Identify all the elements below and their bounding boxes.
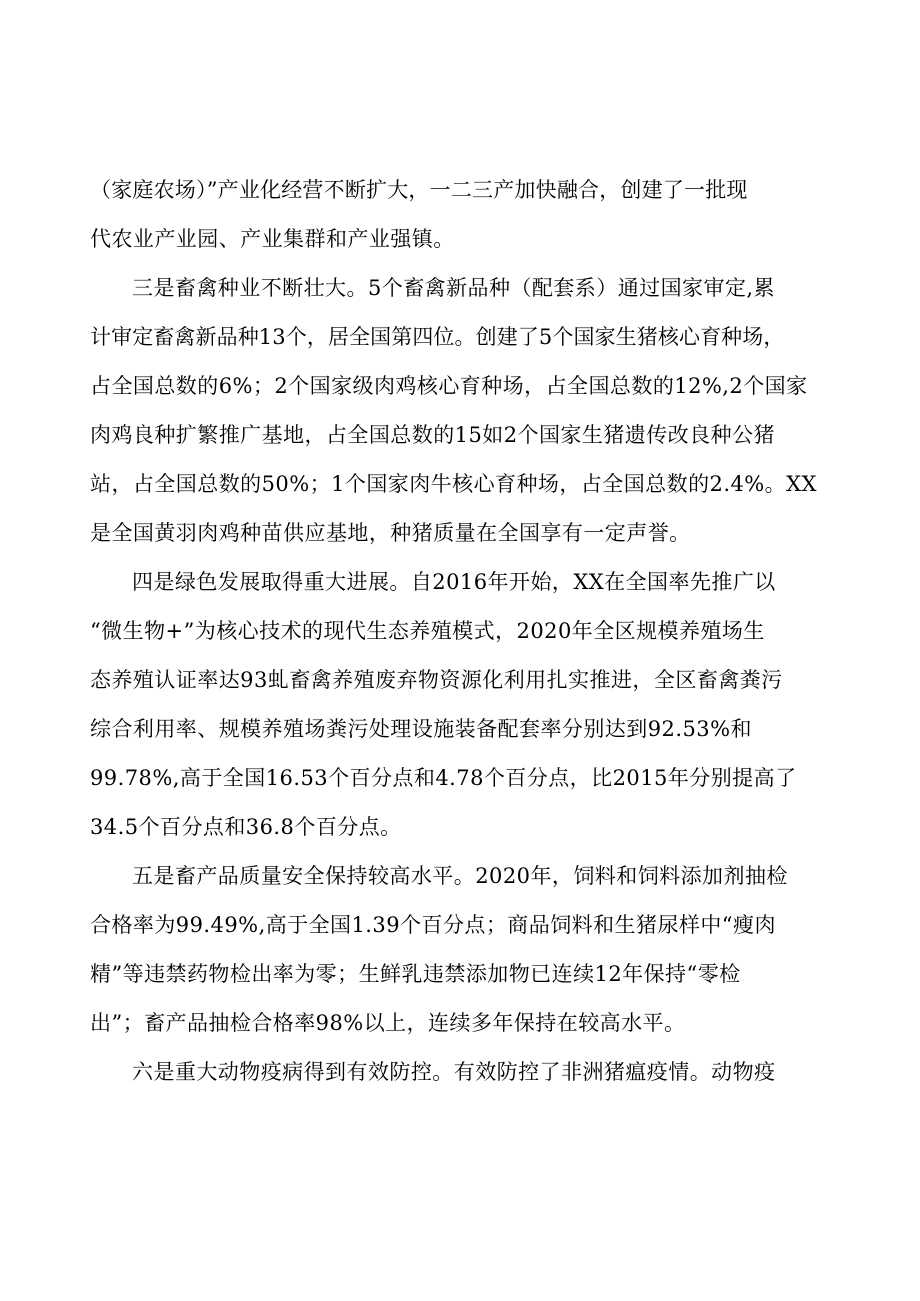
text-line: 站，占全国总数的50%；1个国家肉牛核心育种场，占全国总数的2.4%。XX <box>90 472 817 496</box>
text-line: 综合利用率、规模养殖场粪污处理设施装备配套率分别达到92.53%和 <box>90 717 752 741</box>
text-line: 计审定畜禽新品种13个，居全国第四位。创建了5个国家生猪核心育种场， <box>90 325 785 349</box>
text-line: “微生物+”为核心技术的现代生态养殖模式，2020年全区规模养殖场生 <box>90 619 765 643</box>
text-line: 六是重大动物疫病得到有效防控。有效防控了非洲猪瘟疫情。动物疫 <box>132 1060 776 1084</box>
text-line: 34.5个百分点和36.8个百分点。 <box>90 815 402 839</box>
text-line: （家庭农场）”产业化经营不断扩大，一二三产加快融合，创建了一批现 <box>90 178 748 202</box>
text-line: 三是畜禽种业不断壮大。5个畜禽新品种（配套系）通过国家审定,累 <box>132 276 775 300</box>
text-line: 精”等违禁药物检出率为零；生鲜乳违禁添加物已连续12年保持“零检 <box>90 962 741 986</box>
text-line: 肉鸡良种扩繁推广基地，占全国总数的15如2个国家生猪遗传改良种公猪 <box>90 423 775 447</box>
text-line: 五是畜产品质量安全保持较高水平。2020年，饲料和饲料添加剂抽检 <box>132 864 788 888</box>
text-line: 代农业产业园、产业集群和产业强镇。 <box>90 227 455 251</box>
text-line: 合格率为99.49%,高于全国1.39个百分点；商品饲料和生猪尿样中“瘦肉 <box>90 913 776 937</box>
text-line: 是全国黄羽肉鸡种苗供应基地，种猪质量在全国享有一定声誉。 <box>90 521 691 545</box>
text-line: 态养殖认证率达93虬畜禽养殖废弃物资源化利用扎实推进，全区畜禽粪污 <box>90 668 783 692</box>
text-line: 占全国总数的6%；2个国家级肉鸡核心育种场，占全国总数的12%,2个国家 <box>90 374 808 398</box>
text-line: 四是绿色发展取得重大进展。自2016年开始，XX在全国率先推广以 <box>132 570 776 594</box>
text-line: 出”；畜产品抽检合格率98%以上，连续多年保持在较高水平。 <box>90 1011 686 1035</box>
text-line: 99.78%,高于全国16.53个百分点和4.78个百分点，比2015年分别提高了 <box>90 766 797 790</box>
